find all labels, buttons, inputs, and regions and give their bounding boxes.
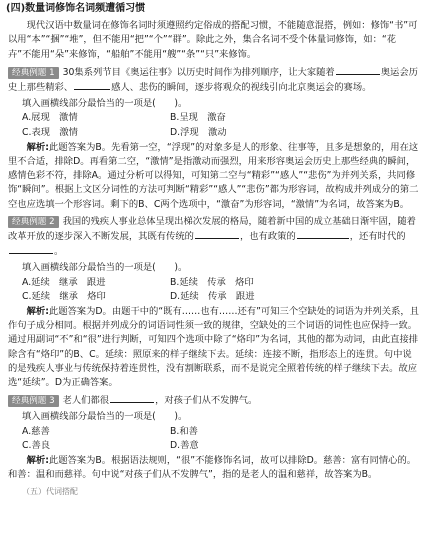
example-1 (8, 65, 419, 212)
option-b: B.延续 传承 烙印 (170, 276, 254, 288)
option-a: A.展现 激情 (22, 112, 78, 124)
analysis (8, 305, 419, 390)
example-2 (8, 215, 419, 390)
answer-blank (297, 229, 349, 239)
option-a: A.慈善 (22, 425, 50, 437)
analysis-label: 解析: (26, 306, 49, 318)
stem-part: 感人、悲伤的瞬间，逐步将观众的视线引向北京奥运会的赛场。 (111, 82, 372, 94)
question-prompt: 填入画横线部分最恰当的一项是( )。 (22, 98, 188, 110)
answer-blank (336, 65, 380, 75)
answer-blank (9, 244, 53, 254)
option-c: C.善良 (22, 439, 51, 451)
stem-part: ，还有时代的 (349, 231, 406, 243)
analysis-label: 解析: (26, 455, 49, 467)
stem-part: ，对孩子们从不发脾气。 (155, 395, 258, 407)
stem-part: 我国的残疾人事业总体呈现出梯次发展的格局，随着新中国的成立基础日渐牢固，随着改革开放的逐步深入不断发展，其既有传统的 (8, 215, 416, 243)
stem-part: 30集系列节目《奥运往事》以历史时间作为排列顺序，让大家随着 (62, 66, 335, 78)
analysis (8, 454, 419, 482)
next-section-heading: （五）代词搭配 (22, 486, 78, 496)
option-b: B.和善 (170, 425, 198, 437)
analysis-text: 此题答案为D。由题干中的“既有……也有……还有”可知三个空缺处的词语为并列关系，且作句子成分相同。根据并列成分的词语词性须一致的规律，空缺处的三个词语的词性也应保持一致。通过用副词“不”和“很”进行判断，可知四个选项中除了“烙印”为名词，其他的都为动词，由此直接排除含有“烙印”的B、C。延续：照原来的样子继续下去。延续：连接不断，指形态上的连贯。句中说的是残疾人事业与传统保持着连贯性，没有割断联系，而不是说完全照着传统的样子继续下去。故应选“延续”。D为正确答案。 (8, 306, 419, 389)
options-grid (8, 111, 419, 139)
option-c: C.表现 激情 (22, 126, 78, 138)
section-title: (四)数量词修饰名词频遭循习惯 (6, 3, 146, 14)
option-d: D.延续 传承 跟进 (170, 290, 255, 302)
option-d: D.浮现 激动 (170, 126, 227, 138)
analysis-label: 解析: (26, 141, 49, 153)
stem-part: ，也有政策的 (239, 231, 296, 243)
question-prompt: 填入画横线部分最恰当的一项是( )。 (22, 262, 188, 274)
option-b: B.呈现 激奋 (170, 112, 226, 124)
option-c: C.延续 继承 烙印 (22, 290, 106, 302)
option-d: D.善意 (170, 439, 199, 451)
stem-part: 老人们都很 (62, 395, 110, 407)
example-badge: 经典例题 3 (8, 395, 59, 407)
answer-blank (110, 393, 154, 403)
example-3 (8, 393, 419, 482)
analysis-text: 此题答案为B。根据语法规则，“很”不能修饰名词，故可以排除D。慈善：富有同情心的。和善：温和而慈祥。句中说“对孩子们从不发脾气”，指的是老人的温和慈祥，故答案为B。 (8, 455, 417, 481)
option-a: A.延续 继承 跟进 (22, 276, 106, 288)
example-badge: 经典例题 1 (8, 67, 59, 79)
intro-paragraph: 现代汉语中数量词在修饰名词时须遵照约定俗成的搭配习惯，不能随意混搭，例如：修饰“书”可以用“本”“捆”“堆”，但不能用“把”“个”“群”。除此之外，集合名词不受个体量词修饰，如：“花卉”不能用“朵”来修饰，“船舶”不能用“艘”“条”“只”来修饰。 (8, 20, 418, 60)
example-badge: 经典例题 2 (8, 216, 59, 228)
options-grid (8, 276, 419, 304)
options-grid (8, 425, 419, 453)
analysis-text: 此题答案为B。先看第一空，“浮现”的对象多是人的形象、往事等，且多是想象的，用在这里不合适，排除D。再看第二空，“激情”是指激动而强烈，用来形容奥运会历史上那些经典的瞬间，感情色彩不符，排除A。通过分析可以得知，可知第二空与“精彩”“感人”“悲伤”为并列关系，共同修饰“瞬间”。根据上文区分词性的方法可判断“精彩”“感人”“悲伤”都为形容词，故构成并列成分的第二空也应选填一个形容词。剩下的B、C两个选项中，“激奋”为形容词，“激情”为名词，故答案为B。 (8, 141, 419, 210)
stem-part: 。 (54, 246, 64, 258)
analysis (8, 141, 419, 212)
answer-blank (195, 229, 239, 239)
answer-blank (74, 80, 110, 90)
stem-part: 奥运会历史上那些精彩、 (8, 66, 418, 94)
question-prompt: 填入画横线部分最恰当的一项是( )。 (22, 411, 188, 423)
